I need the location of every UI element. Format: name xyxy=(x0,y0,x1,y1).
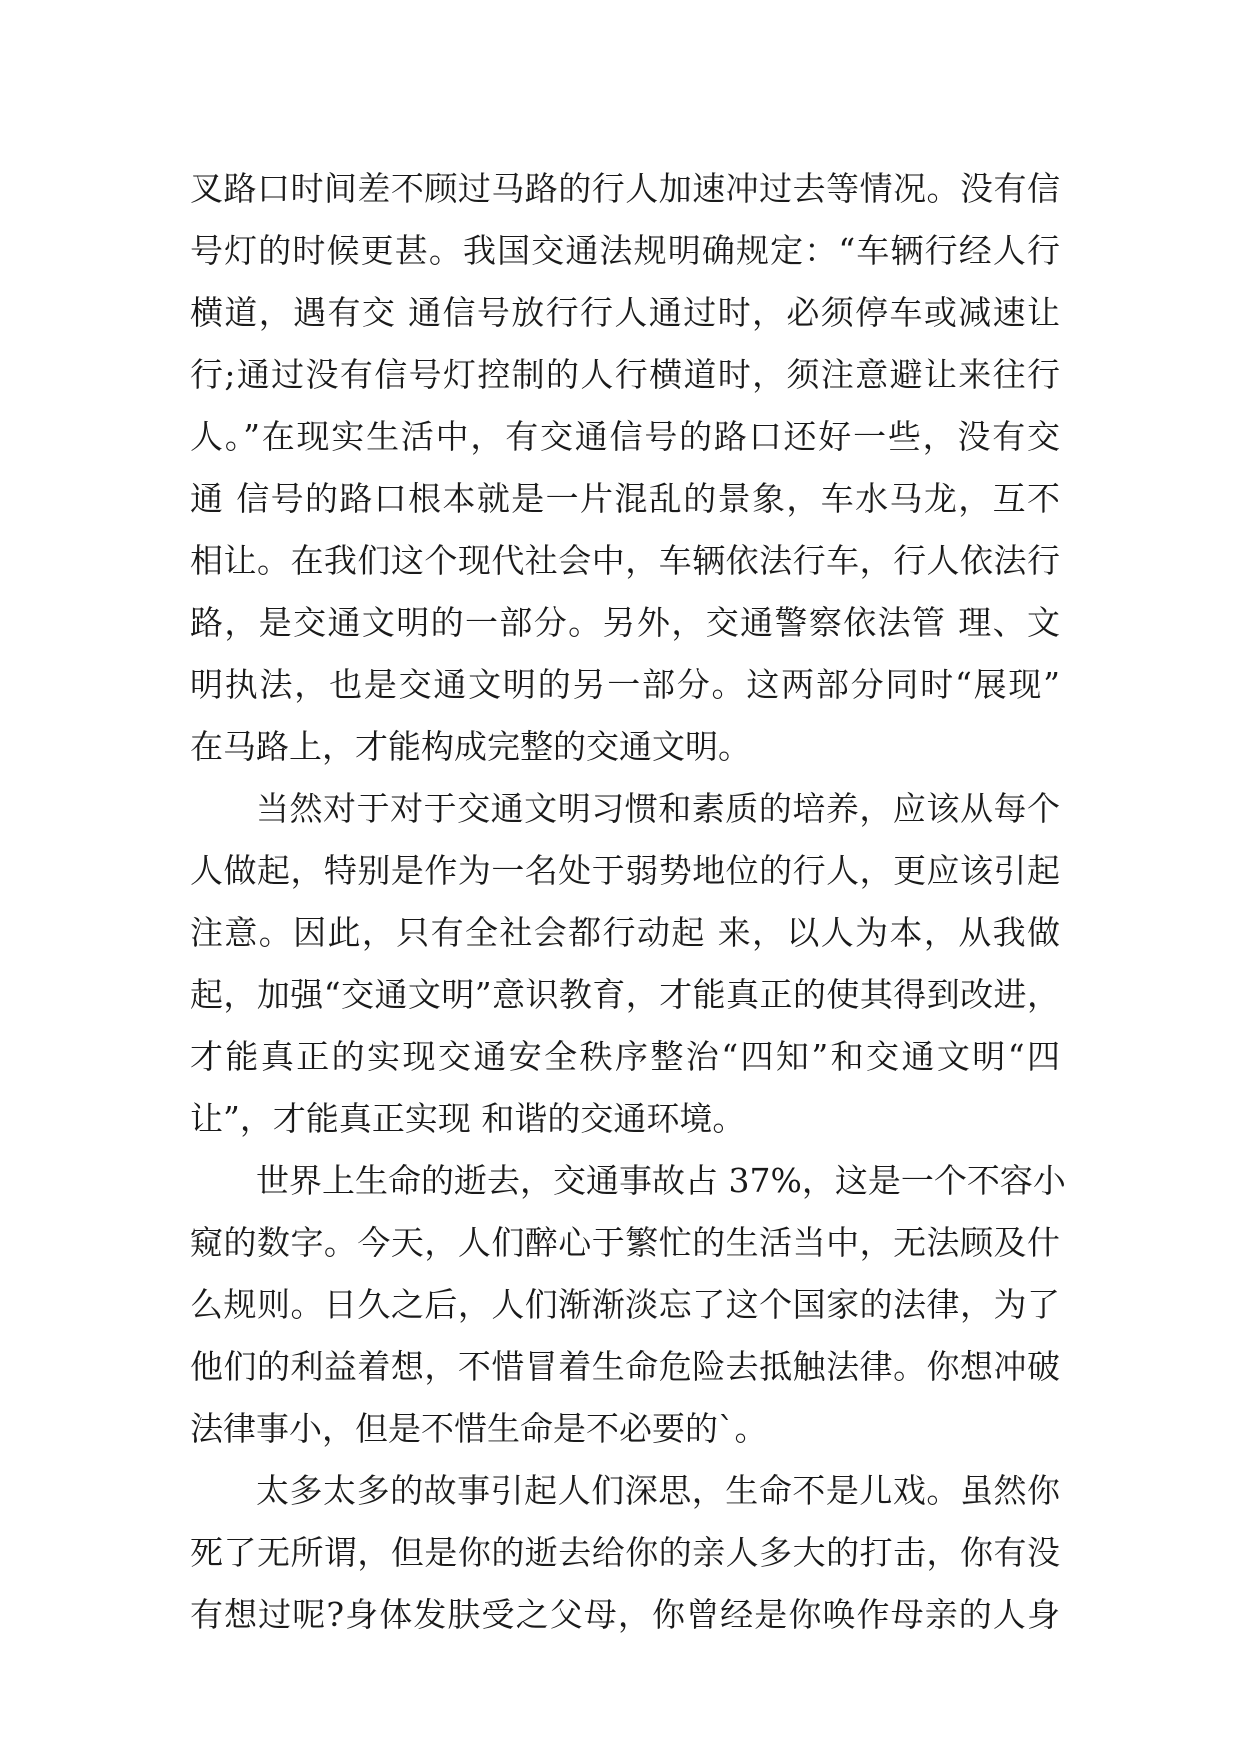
text-line: 法律事小，但是不惜生命是不必要的`。 xyxy=(190,1409,768,1448)
text-line: 才能真正的实现交通安全秩序整治“四知”和交通文明“四 xyxy=(190,1037,1060,1076)
paragraph-first-line: 当然对于对于交通文明习惯和素质的培养，应该从每个 xyxy=(256,789,1060,828)
text-line: 行;通过没有信号灯控制的人行横道时，须注意避让来往行 xyxy=(190,355,1060,394)
text-line: 让”，才能真正实现 和谐的交通环境。 xyxy=(190,1099,746,1138)
paragraph-first-line: 世界上生命的逝去，交通事故占 37%，这是一个不容小 xyxy=(256,1161,1066,1200)
text-line: 窥的数字。今天，人们醉心于繁忙的生活当中，无法顾及什 xyxy=(190,1223,1060,1262)
text-line: 死了无所谓，但是你的逝去给你的亲人多大的打击，你有没 xyxy=(190,1533,1060,1572)
text-line: 相让。在我们这个现代社会中，车辆依法行车，行人依法行 xyxy=(190,541,1060,580)
text-line: 号灯的时候更甚。我国交通法规明确规定：“车辆行经人行 xyxy=(190,231,1060,270)
text-line: 起，加强“交通文明”意识教育，才能真正的使其得到改进， xyxy=(190,975,1060,1014)
text-line: 路，是交通文明的一部分。另外，交通警察依法管 理、文 xyxy=(190,603,1060,642)
text-line: 横道，遇有交 通信号放行行人通过时，必须停车或减速让 xyxy=(190,293,1060,332)
paragraph-first-line: 太多太多的故事引起人们深思，生命不是儿戏。虽然你 xyxy=(256,1471,1060,1510)
text-line: 注意。因此，只有全社会都行动起 来，以人为本，从我做 xyxy=(190,913,1060,952)
text-line: 在马路上，才能构成完整的交通文明。 xyxy=(190,727,751,766)
text-line: 他们的利益着想，不惜冒着生命危险去抵触法律。你想冲破 xyxy=(190,1347,1060,1386)
text-line: 通 信号的路口根本就是一片混乱的景象，车水马龙，互不 xyxy=(190,479,1060,518)
text-line: 叉路口时间差不顾过马路的行人加速冲过去等情况。没有信 xyxy=(190,169,1060,208)
text-line: 么规则。日久之后，人们渐渐淡忘了这个国家的法律，为了 xyxy=(190,1285,1060,1324)
text-line: 有想过呢?身体发肤受之父母，你曾经是你唤作母亲的人身 xyxy=(190,1595,1060,1634)
text-line: 人做起，特别是作为一名处于弱势地位的行人，更应该引起 xyxy=(190,851,1060,890)
text-line: 明执法，也是交通文明的另一部分。这两部分同时“展现” xyxy=(190,665,1060,704)
text-line: 人。”在现实生活中，有交通信号的路口还好一些，没有交 xyxy=(190,417,1060,456)
